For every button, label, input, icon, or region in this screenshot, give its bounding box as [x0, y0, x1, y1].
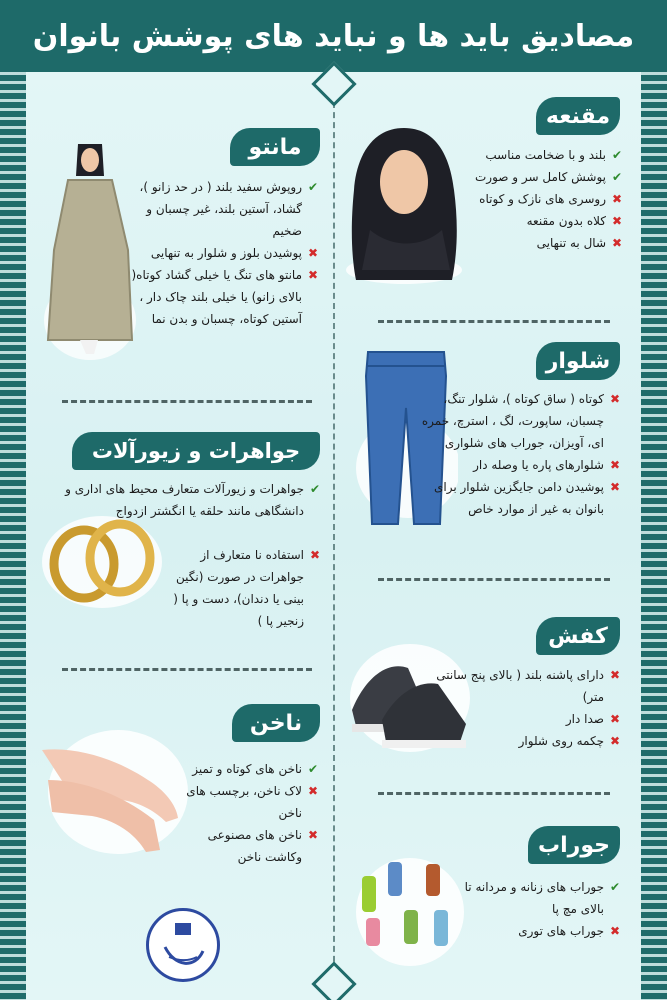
- section-title-javaherat: جواهرات و زیورآلات: [72, 432, 320, 470]
- cross-icon: ✖: [611, 214, 622, 228]
- separator-right-2: [378, 578, 610, 581]
- list-item: ✖ لاک ناخن، برچسب های ناخن: [168, 780, 318, 824]
- cross-icon: ✖: [609, 668, 620, 682]
- check-icon: ✔: [609, 880, 620, 894]
- separator-left-2: [62, 668, 312, 671]
- list-item: ✖ شلوارهای پاره یا وصله دار: [420, 454, 620, 476]
- list-item: ✖ پوشیدن بلوز و شلوار به تنهایی: [118, 242, 318, 264]
- cross-icon: ✖: [609, 924, 620, 938]
- list-item: ✔ بلند و با ضخامت مناسب: [430, 144, 622, 166]
- list-item: ✔ روپوش سفید بلند ( در حد زانو )، گشاد، آستین بلند، غیر چسبان و ضخیم: [118, 176, 318, 242]
- list-item: ✖ کلاه بدون مقنعه: [430, 210, 622, 232]
- list-item: ✖ صدا دار: [430, 708, 620, 730]
- list-item: ✔ پوشش کامل سر و صورت: [430, 166, 622, 188]
- check-icon: ✔: [307, 762, 318, 776]
- section-title-jorab: جوراب: [528, 826, 620, 864]
- cross-icon: ✖: [609, 734, 620, 748]
- cross-icon: ✖: [307, 246, 318, 260]
- cross-icon: ✖: [609, 480, 620, 494]
- check-icon: ✔: [611, 170, 622, 184]
- page-title: مصادیق باید ها و نباید های پوشش بانوان: [32, 18, 635, 54]
- separator-right-1: [378, 320, 610, 323]
- section-title-manto: مانتو: [230, 128, 320, 166]
- section-title-shalvar: شلوار: [536, 342, 620, 380]
- list-javaherat-cont: [170, 544, 320, 632]
- separator-left-1: [62, 400, 312, 403]
- cross-icon: ✖: [307, 828, 318, 842]
- list-item: ✖ شال به تنهایی: [430, 232, 622, 254]
- list-item: ✖ دارای پاشنه بلند ( بالای پنج سانتی متر): [430, 664, 620, 708]
- left-ornament-border: [0, 72, 26, 1000]
- right-ornament-border: [641, 72, 667, 1000]
- section-title-kafsh: کفش: [536, 617, 620, 655]
- hands-nails-icon: [38, 720, 188, 860]
- cross-icon: ✖: [611, 192, 622, 206]
- list-maghnaeh: [430, 144, 622, 254]
- list-nakhon: [168, 758, 318, 868]
- check-icon: ✔: [309, 482, 320, 496]
- list-kafsh: [430, 664, 620, 752]
- list-manto: [118, 176, 318, 330]
- section-title-maghnaeh: مقنعه: [536, 97, 620, 135]
- list-item: ✔ جواهرات و زیورآلات متعارف محیط های اداری و دانشگاهی مانند حلقه یا انگشتر ازدواج: [50, 478, 320, 522]
- center-divider: [333, 92, 335, 982]
- logo-emblem-icon: [155, 917, 211, 973]
- list-item: ✖ ناخن های مصنوعی وکاشت ناخن: [168, 824, 318, 868]
- section-title-nakhon: ناخن: [232, 704, 320, 742]
- check-icon: ✔: [611, 148, 622, 162]
- separator-right-3: [378, 792, 610, 795]
- cross-icon: ✖: [307, 268, 318, 282]
- cross-icon: ✖: [309, 548, 320, 562]
- list-item: ✖ استفاده نا متعارف از جواهرات در صورت (نگین بینی یا دندان)، دست و پا ( زنجیر پا ): [170, 544, 320, 632]
- list-shalvar: [420, 388, 620, 520]
- university-logo: [146, 908, 220, 982]
- list-item: ✔ جوراب های زنانه و مردانه تا بالای مچ پا: [440, 876, 620, 920]
- list-item: ✖ مانتو های تنگ یا خیلی گشاد کوتاه( بالای زانو) یا خیلی بلند چاک دار ، آستین کوتاه، چسبان و بدن نما: [118, 264, 318, 330]
- cross-icon: ✖: [609, 458, 620, 472]
- check-icon: ✔: [307, 180, 318, 194]
- list-item: ✖ پوشیدن دامن جایگزین شلوار برای بانوان به غیر از موارد خاص: [420, 476, 620, 520]
- list-javaherat: [50, 478, 320, 522]
- list-item: ✔ ناخن های کوتاه و تمیز: [168, 758, 318, 780]
- list-jorab: [440, 876, 620, 942]
- cross-icon: ✖: [609, 712, 620, 726]
- list-item: ✖ جوراب های توری: [440, 920, 620, 942]
- list-item: ✖ کوتاه ( ساق کوتاه )، شلوار تنگ، چسبان، ساپورت، لگ ، استرچ، خمره ای، آویزان، جوراب های شلواری: [420, 388, 620, 454]
- cross-icon: ✖: [611, 236, 622, 250]
- list-item: ✖ روسری های نازک و کوتاه: [430, 188, 622, 210]
- cross-icon: ✖: [609, 392, 620, 406]
- list-item: ✖ چکمه روی شلوار: [430, 730, 620, 752]
- rings-icon: [40, 510, 166, 610]
- cross-icon: ✖: [307, 784, 318, 798]
